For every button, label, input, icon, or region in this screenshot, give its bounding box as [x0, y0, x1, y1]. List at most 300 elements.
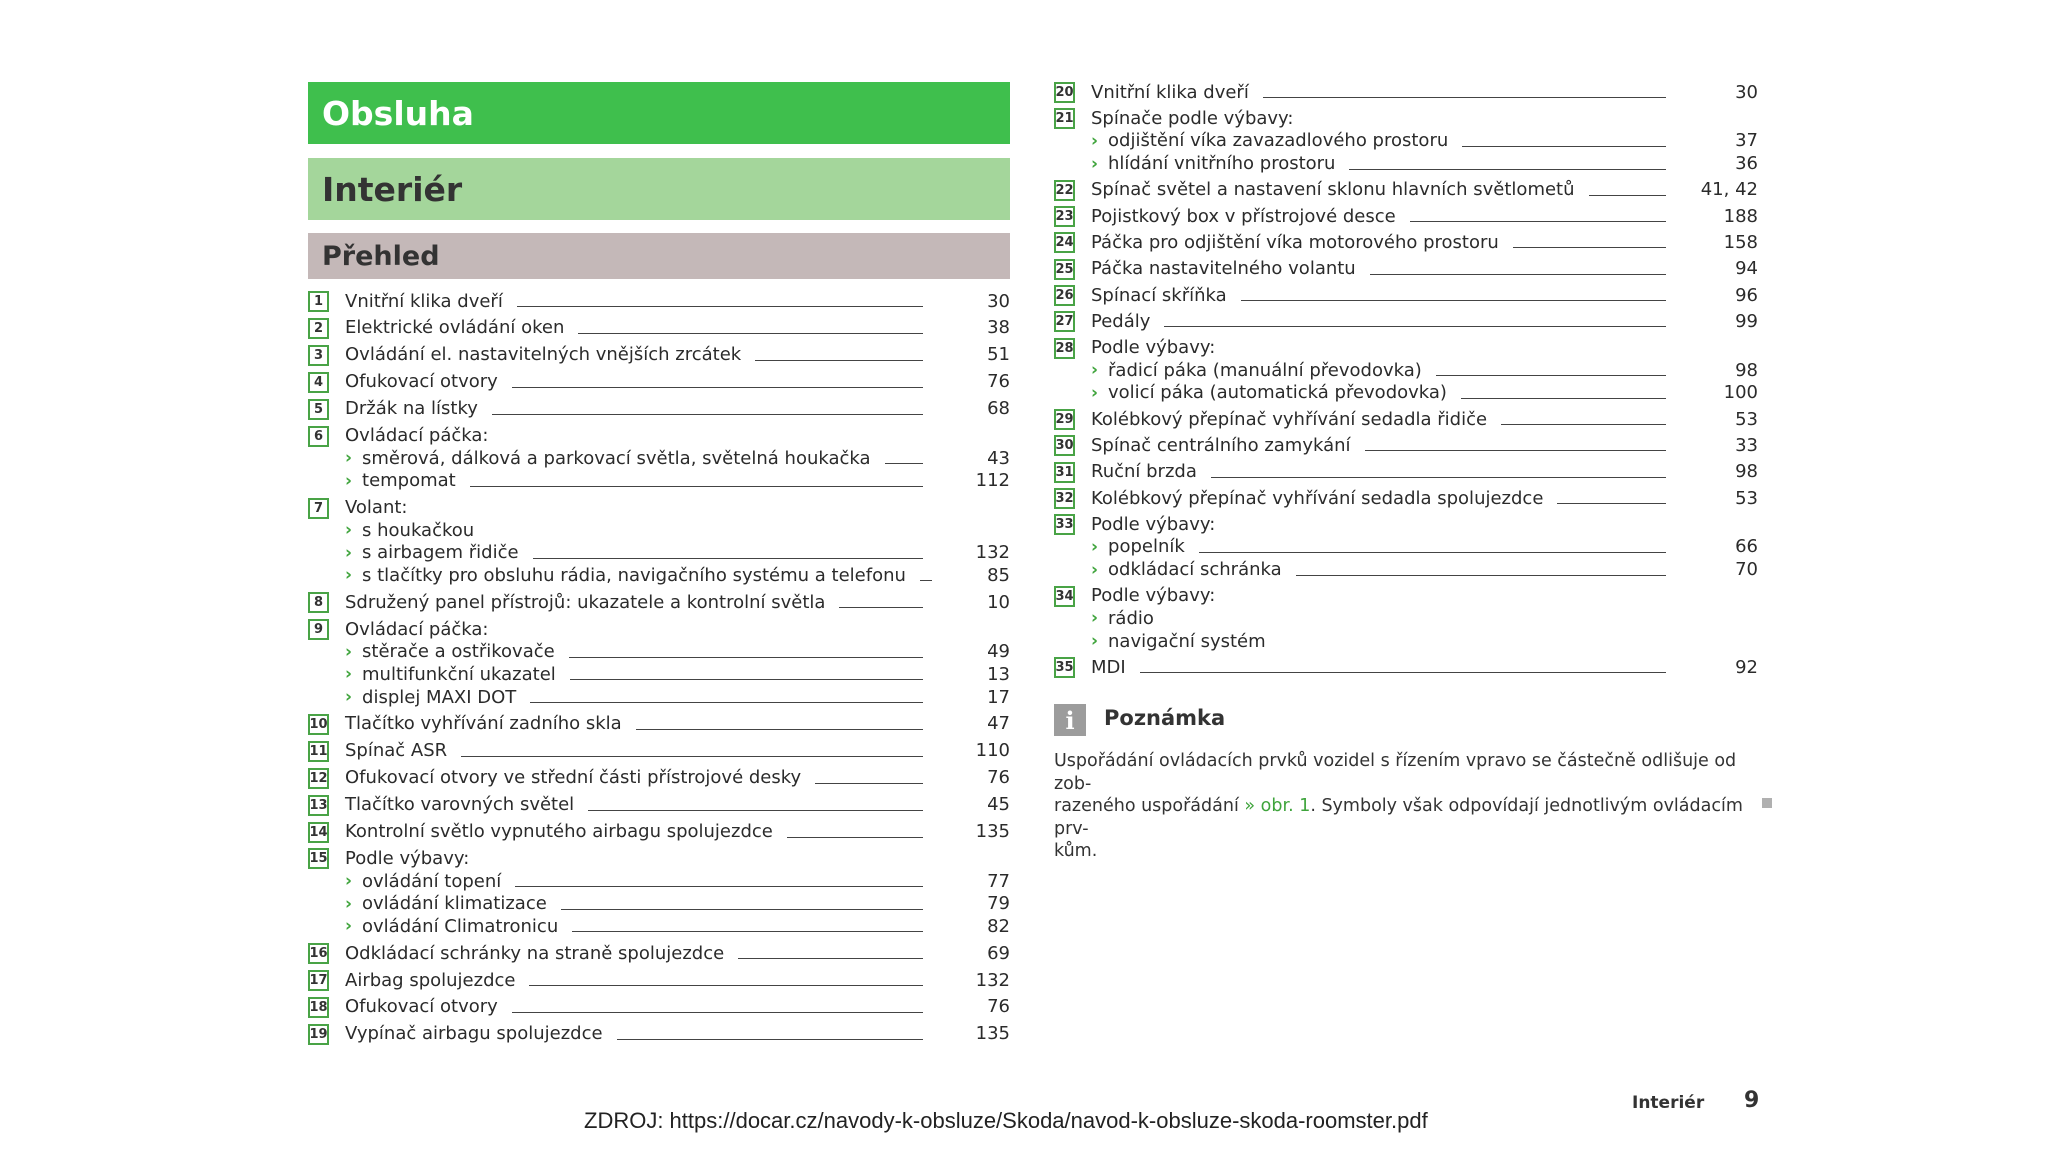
page-reference[interactable]: 76 [987, 767, 1010, 789]
list-item [1054, 407, 1766, 431]
item-number-badge: 32 [1054, 488, 1075, 509]
item-number-badge: 23 [1054, 206, 1075, 227]
item-label-text: s airbagem řidiče [362, 542, 519, 564]
leader-line [512, 1012, 923, 1013]
chapter-header [308, 158, 1010, 220]
item-label [345, 820, 773, 844]
page-reference[interactable]: 49 [987, 641, 1010, 663]
page-reference[interactable]: 33 [1735, 434, 1758, 456]
item-label [345, 289, 503, 313]
leader-line [572, 931, 923, 932]
item-label-text: Volant: [345, 497, 408, 519]
page-reference[interactable]: 53 [1735, 487, 1758, 509]
leader-line [1370, 274, 1666, 275]
item-label-text: Ofukovací otvory [345, 371, 498, 393]
item-label-text: Pojistkový box v přístrojové desce [1091, 205, 1396, 227]
leader-line [1296, 575, 1666, 576]
page-reference[interactable]: 53 [1735, 408, 1758, 430]
page-reference[interactable]: 158 [1723, 231, 1758, 253]
page-reference[interactable]: 69 [987, 942, 1010, 964]
chevron-right-icon: › [345, 641, 353, 662]
list-sub-item [308, 563, 1010, 587]
leader-line [529, 985, 923, 986]
page-reference[interactable]: 132 [975, 969, 1010, 991]
item-label [345, 869, 501, 893]
list-item [1054, 460, 1766, 484]
chevron-right-icon: › [1091, 130, 1099, 151]
list-item [1054, 178, 1766, 202]
item-label-text: Ovládací páčka: [345, 425, 489, 446]
page-reference[interactable]: 66 [1735, 536, 1758, 558]
leader-line [738, 958, 923, 959]
item-label [1091, 336, 1215, 360]
item-number-badge: 17 [308, 970, 329, 991]
page-reference[interactable]: 112 [975, 470, 1010, 492]
item-label-text: Spínač ASR [345, 740, 448, 762]
item-label-text: Ovládací páčka: [345, 618, 489, 640]
item-label-text: směrová, dálková a parkovací světla, světelná houkačka [362, 447, 871, 469]
chevron-right-icon: › [345, 687, 353, 707]
item-label [345, 541, 519, 565]
note-line: razeného uspořádání » obr. 1. Symboly však odpovídají jednotlivým ovládacím prv- [1054, 796, 1743, 839]
leader-line [1140, 672, 1666, 673]
item-number-badge: 8 [308, 592, 329, 613]
item-label-text: volicí páka (automatická převodovka) [1108, 382, 1447, 404]
item-label-text: Elektrické ovládání oken [345, 317, 565, 339]
item-label [1091, 512, 1215, 536]
list-sub-item [1054, 381, 1766, 405]
item-number-badge: 16 [308, 943, 329, 964]
item-label [345, 424, 488, 448]
list-sub-item [1054, 152, 1766, 176]
item-label-text: Vnitřní klika dveří [1091, 81, 1249, 103]
leader-line [1241, 300, 1666, 301]
item-label-text: hlídání vnitřního prostoru [1108, 153, 1336, 174]
item-label [345, 316, 564, 340]
item-label [345, 914, 558, 938]
section-header [308, 82, 1010, 144]
list-item [308, 496, 1010, 520]
list-sub-item [308, 869, 1010, 893]
leader-line [1462, 146, 1666, 147]
list-sub-item [1054, 606, 1766, 630]
note-line: kům. [1054, 841, 1098, 861]
item-label-text: Páčka pro odjištění víka motorového prostoru [1091, 231, 1499, 253]
item-number-badge: 1 [308, 291, 329, 312]
list-item [1054, 486, 1766, 510]
page-reference[interactable]: 94 [1735, 258, 1758, 280]
item-label [1091, 606, 1154, 630]
item-number-badge: 35 [1054, 657, 1075, 678]
leader-line [569, 657, 923, 658]
item-label [345, 370, 498, 394]
leader-line [839, 607, 923, 608]
item-label [1091, 407, 1487, 431]
end-of-section-mark [1762, 798, 1772, 808]
note-title: Poznámka [1104, 706, 1226, 730]
page-reference[interactable]: 38 [987, 317, 1010, 339]
item-label [1091, 535, 1185, 559]
page-reference[interactable]: 68 [987, 398, 1010, 420]
chevron-right-icon: › [1091, 631, 1099, 651]
list-item [308, 968, 1010, 992]
list-sub-item [1054, 558, 1766, 582]
page-reference[interactable]: 45 [987, 794, 1010, 816]
item-label-text: Tlačítko varovných světel [345, 794, 575, 816]
item-number-badge: 31 [1054, 462, 1075, 483]
item-number-badge: 5 [308, 399, 329, 420]
leader-line [1589, 195, 1666, 196]
chevron-right-icon: › [345, 520, 353, 541]
page-reference[interactable]: 110 [975, 740, 1010, 762]
list-sub-item [1054, 535, 1766, 559]
item-number-badge: 22 [1054, 180, 1075, 201]
item-label [345, 941, 724, 965]
item-label [345, 617, 488, 641]
item-label [345, 397, 478, 421]
note-text [1054, 750, 1764, 863]
leader-line [517, 306, 923, 307]
list-item [308, 397, 1010, 421]
item-label [1091, 204, 1396, 228]
leader-line [1501, 424, 1666, 425]
list-sub-item [1054, 629, 1766, 653]
list-item [1054, 283, 1766, 307]
list-sub-item [308, 446, 1010, 470]
item-label-text: Páčka nastavitelného volantu [1091, 258, 1356, 280]
list-item [1054, 230, 1766, 254]
leader-line [470, 486, 923, 487]
page-reference[interactable]: 51 [987, 344, 1010, 366]
item-label-text: s houkačkou [362, 519, 475, 541]
item-number-badge: 15 [308, 848, 329, 869]
item-label [1091, 629, 1266, 653]
item-number-badge: 25 [1054, 259, 1075, 280]
list-item [308, 316, 1010, 340]
item-label [345, 712, 622, 736]
list-sub-item [308, 541, 1010, 565]
source-citation: ZDROJ: https://docar.cz/navody-k-obsluze/Skoda/navod-k-obsluze-skoda-roomster.pdf [584, 1108, 1428, 1133]
chevron-right-icon: › [1091, 559, 1099, 580]
list-item [308, 617, 1010, 641]
list-item [308, 766, 1010, 790]
item-label-text: ovládání klimatizace [362, 893, 547, 915]
leader-line [578, 333, 923, 334]
item-label [345, 892, 547, 916]
leader-line [1513, 247, 1666, 248]
page-reference[interactable]: 13 [987, 663, 1010, 685]
item-label-text: Ofukovací otvory ve střední části přístrojové desky [345, 767, 802, 789]
item-number-badge: 10 [308, 714, 329, 735]
item-label-text: Spínací skříňka [1091, 284, 1227, 306]
list-item [1054, 336, 1766, 360]
list-sub-item [308, 640, 1010, 664]
item-label [345, 739, 447, 763]
page-reference[interactable]: 70 [1735, 559, 1758, 580]
item-number-badge: 6 [308, 426, 329, 447]
leader-line [461, 756, 923, 757]
footer-page-number: 9 [1744, 1088, 1760, 1113]
list-item [1054, 80, 1766, 104]
page-reference[interactable]: 100 [1723, 382, 1758, 404]
list-sub-item [308, 914, 1010, 938]
item-label [1091, 655, 1126, 679]
list-sub-item [308, 518, 1010, 542]
list-sub-item [1054, 129, 1766, 153]
list-item [1054, 512, 1766, 536]
item-label-text: Sdružený panel přístrojů: ukazatele a kontrolní světla [345, 591, 826, 613]
item-label-text: tempomat [362, 470, 456, 492]
item-label-text: MDI [1091, 656, 1126, 678]
leader-line [1461, 398, 1666, 399]
page-reference[interactable]: 135 [975, 1023, 1010, 1045]
leader-line [492, 414, 923, 415]
item-label-text: Podle výbavy: [345, 847, 470, 869]
item-number-badge: 14 [308, 822, 329, 843]
list-item [1054, 257, 1766, 281]
item-label-text: Ruční brzda [1091, 461, 1197, 483]
chevron-right-icon: › [345, 664, 353, 685]
leader-line [815, 783, 923, 784]
page-reference[interactable]: 98 [1735, 359, 1758, 381]
item-label-text: Kolébkový přepínač vyhřívání sedadla řidiče [1091, 408, 1488, 430]
item-label [345, 766, 801, 790]
page-reference[interactable]: 98 [1735, 461, 1758, 483]
item-label [1091, 358, 1422, 382]
item-label-text: stěrače a ostřikovače [362, 641, 555, 663]
page-reference[interactable]: 99 [1735, 310, 1758, 332]
item-number-badge: 24 [1054, 232, 1075, 253]
chevron-right-icon: › [1091, 360, 1099, 381]
item-label-text: displej MAXI DOT [362, 686, 517, 708]
leader-line [1211, 477, 1666, 478]
item-number-badge: 7 [308, 498, 329, 519]
page-reference[interactable]: 92 [1735, 656, 1758, 678]
item-number-badge: 12 [308, 768, 329, 789]
item-label [345, 518, 474, 542]
leader-line [920, 580, 932, 581]
page-reference[interactable]: 82 [987, 915, 1010, 937]
item-label-text: odjištění víka zavazadlového prostoru [1108, 130, 1449, 152]
page-reference[interactable]: 30 [987, 290, 1010, 312]
page-reference[interactable]: 41, 42 [1700, 179, 1758, 201]
leader-line [1410, 221, 1666, 222]
item-label [1091, 230, 1499, 254]
item-label [345, 343, 741, 367]
page-reference[interactable]: 76 [987, 996, 1010, 1018]
item-label [345, 590, 825, 614]
item-label-text: rádio [1108, 607, 1154, 629]
subchapter-title: Přehled [322, 240, 440, 272]
item-number-badge: 2 [308, 318, 329, 339]
item-label-text: Spínač světel a nastavení sklonu hlavních světlometů [1091, 179, 1575, 201]
leader-line [755, 360, 923, 361]
chevron-right-icon: › [345, 542, 353, 563]
leader-line [561, 909, 923, 910]
page-reference[interactable]: 79 [987, 893, 1010, 915]
item-label-text: Podle výbavy: [1091, 337, 1216, 359]
list-item [1054, 106, 1766, 130]
item-label-text: ovládání topení [362, 870, 502, 892]
leader-line [787, 837, 923, 838]
leader-line [636, 729, 923, 730]
page-reference[interactable]: 77 [987, 870, 1010, 892]
page-reference[interactable]: 43 [987, 447, 1010, 469]
leader-line [588, 810, 923, 811]
item-label-text: Odkládací schránky na straně spolujezdce [345, 942, 725, 964]
page-reference[interactable]: 37 [1735, 130, 1758, 152]
chevron-right-icon: › [345, 448, 353, 469]
item-label [1091, 283, 1227, 307]
item-label-text: navigační systém [1108, 630, 1266, 652]
chevron-right-icon: › [345, 893, 353, 914]
leader-line [570, 679, 923, 680]
page-reference[interactable]: 10 [987, 591, 1010, 613]
page-reference[interactable]: 17 [987, 686, 1010, 708]
chevron-right-icon: › [1091, 153, 1099, 174]
figure-reference-link[interactable]: » obr. 1 [1244, 796, 1311, 816]
chapter-title: Interiér [322, 169, 463, 209]
list-item [1054, 433, 1766, 457]
item-label-text: Spínače podle výbavy: [1091, 107, 1294, 129]
page-reference[interactable]: 96 [1735, 284, 1758, 306]
list-sub-item [308, 662, 1010, 686]
list-item [308, 1022, 1010, 1046]
item-number-badge: 13 [308, 795, 329, 816]
item-number-badge: 33 [1054, 514, 1075, 535]
list-sub-item [308, 469, 1010, 493]
item-label [345, 968, 515, 992]
page-reference[interactable]: 76 [987, 371, 1010, 393]
item-label-text: Tlačítko vyhřívání zadního skla [345, 713, 622, 735]
item-label-text: Ovládání el. nastavitelných vnějších zrcátek [345, 344, 742, 366]
item-number-badge: 30 [1054, 435, 1075, 456]
leader-line [515, 886, 923, 887]
list-item [1054, 204, 1766, 228]
list-item [308, 712, 1010, 736]
leader-line [1164, 326, 1666, 327]
list-item [308, 995, 1010, 1019]
item-label-text: s tlačítky pro obsluhu rádia, navigačního systému a telefonu [362, 564, 906, 586]
item-label-text: Kolébkový přepínač vyhřívání sedadla spolujezdce [1091, 487, 1544, 509]
item-label [345, 995, 498, 1019]
item-number-badge: 18 [308, 997, 329, 1018]
item-number-badge: 21 [1054, 108, 1075, 129]
list-sub-item [1054, 358, 1766, 382]
list-sub-item [308, 685, 1010, 709]
section-title: Obsluha [322, 93, 474, 133]
leader-line [1436, 375, 1666, 376]
item-label [1091, 106, 1293, 130]
item-label [1091, 584, 1215, 608]
note-line: Uspořádání ovládacích prvků vozidel s řízením vpravo se částečně odlišuje od zob- [1054, 751, 1737, 794]
leader-line [1263, 97, 1666, 98]
item-label [1091, 433, 1351, 457]
leader-line [617, 1039, 923, 1040]
item-label-text: Držák na lístky [345, 398, 478, 420]
item-number-badge: 4 [308, 372, 329, 393]
page-reference[interactable]: 36 [1735, 153, 1758, 174]
list-item [308, 343, 1010, 367]
item-label [1091, 381, 1447, 405]
page-reference[interactable]: 135 [975, 821, 1010, 842]
item-label [1091, 80, 1249, 104]
item-label [345, 685, 516, 709]
page-reference[interactable]: 85 [987, 564, 1010, 586]
list-item [308, 739, 1010, 763]
item-label-text: popelník [1108, 536, 1185, 558]
item-label-text: ovládání Climatronicu [362, 915, 559, 937]
list-item [308, 793, 1010, 817]
chevron-right-icon: › [345, 871, 353, 891]
leader-line [1199, 552, 1666, 553]
item-number-badge: 20 [1054, 82, 1075, 103]
list-item [1054, 655, 1766, 679]
item-number-badge: 11 [308, 741, 329, 762]
list-item [1054, 584, 1766, 608]
list-item [308, 846, 1010, 870]
leader-line [1349, 169, 1666, 170]
leader-line [1557, 503, 1666, 504]
list-item [308, 370, 1010, 394]
leader-line [533, 558, 923, 559]
page-reference[interactable]: 188 [1723, 205, 1758, 227]
leader-line [1365, 450, 1666, 451]
item-label-text: řadicí páka (manuální převodovka) [1108, 359, 1422, 381]
list-item [1054, 309, 1766, 333]
item-label [345, 662, 556, 686]
list-item [308, 820, 1010, 844]
list-sub-item [308, 892, 1010, 916]
item-label [345, 640, 555, 664]
item-number-badge: 29 [1054, 409, 1075, 430]
leader-line [512, 387, 923, 388]
chevron-right-icon: › [345, 916, 353, 937]
item-number-badge: 3 [308, 345, 329, 366]
chevron-right-icon: › [1091, 608, 1099, 629]
item-number-badge: 19 [308, 1024, 329, 1045]
list-item [308, 590, 1010, 614]
item-label [345, 1022, 603, 1046]
item-label [345, 496, 408, 520]
item-label-text: Spínač centrálního zamykání [1091, 434, 1351, 456]
item-label [1091, 129, 1448, 153]
item-label-text: odkládací schránka [1108, 559, 1282, 580]
chevron-right-icon: › [1091, 382, 1099, 403]
item-label-text: Podle výbavy: [1091, 585, 1216, 607]
item-label-text: Pedály [1091, 310, 1151, 332]
item-label [345, 446, 871, 470]
page-reference[interactable]: 47 [987, 713, 1010, 735]
footer-chapter-label: Interiér [1632, 1093, 1705, 1113]
item-label-text: Vnitřní klika dveří [345, 290, 503, 312]
page-reference[interactable]: 30 [1735, 81, 1758, 103]
item-number-badge: 34 [1054, 586, 1075, 607]
chevron-right-icon: › [345, 470, 353, 491]
item-label [1091, 178, 1575, 202]
page-reference[interactable]: 132 [975, 542, 1010, 564]
leader-line [885, 463, 923, 464]
item-number-badge: 26 [1054, 285, 1075, 306]
subchapter-header [308, 233, 1010, 279]
item-label-text: Podle výbavy: [1091, 513, 1216, 535]
chevron-right-icon: › [1091, 536, 1099, 557]
item-number-badge: 28 [1054, 338, 1075, 359]
item-label [345, 563, 906, 587]
list-item [308, 941, 1010, 965]
item-label-text: Kontrolní světlo vypnutého airbagu spolujezdce [345, 821, 773, 842]
item-label [345, 846, 469, 870]
